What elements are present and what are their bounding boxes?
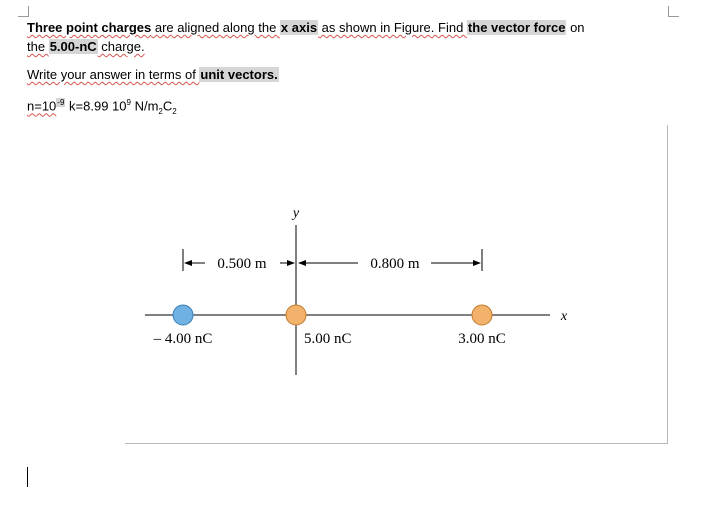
charge-label-3nc: 3.00 nC — [458, 331, 506, 347]
charge-negative-4nc — [173, 305, 193, 325]
constant-unit-subscript: 2 — [172, 106, 177, 116]
distance-right-label: 0.800 m — [370, 256, 420, 272]
constant-unit-subscript: 2 — [158, 106, 163, 116]
charge-label-5nc: 5.00 nC — [304, 331, 352, 347]
question-text: Three point charges — [27, 20, 152, 35]
question-text-x-axis: x axis — [280, 20, 318, 35]
charge-3nc — [472, 305, 492, 325]
text-cursor — [27, 467, 28, 487]
charges-figure — [125, 125, 668, 444]
distance-left-label: 0.500 m — [217, 256, 267, 272]
constants-line — [27, 95, 177, 120]
constant-n: n=10 — [27, 98, 57, 114]
charge-label-negative-4nc: – 4.00 nC — [153, 331, 213, 347]
y-axis-label: y — [292, 206, 300, 221]
charge-5nc — [286, 305, 306, 325]
arrowhead — [298, 260, 306, 266]
question-text-unit-vectors: unit vectors. — [200, 67, 278, 82]
constant-n-exponent: -9 — [57, 98, 65, 107]
question-text-charge: 5.00-nC — [49, 39, 97, 54]
question-text: the — [27, 39, 49, 54]
arrowhead — [184, 260, 192, 266]
question-line-2 — [27, 39, 145, 55]
question-text-vector-force: the vector force — [467, 20, 566, 35]
question-line-1 — [27, 20, 585, 36]
page-corner-mark-right — [668, 6, 679, 17]
question-text: as shown in Figure. Find — [318, 20, 467, 35]
constant-unit: N/m — [130, 98, 159, 114]
arrowhead — [473, 260, 481, 266]
question-text: charge. — [97, 39, 145, 54]
constant-unit: C — [162, 98, 173, 114]
question-text: on — [566, 20, 585, 35]
question-text: are aligned along the — [151, 20, 280, 35]
arrowhead — [287, 260, 295, 266]
question-line-3 — [27, 67, 279, 83]
constant-k-exponent: 9 — [126, 98, 131, 107]
charges-diagram — [125, 125, 667, 443]
question-text: Write your answer in terms of — [27, 67, 200, 82]
x-axis-label: x — [560, 309, 568, 324]
page-corner-mark-left — [18, 6, 29, 17]
constant-k: k=8.99 10 — [65, 98, 127, 114]
